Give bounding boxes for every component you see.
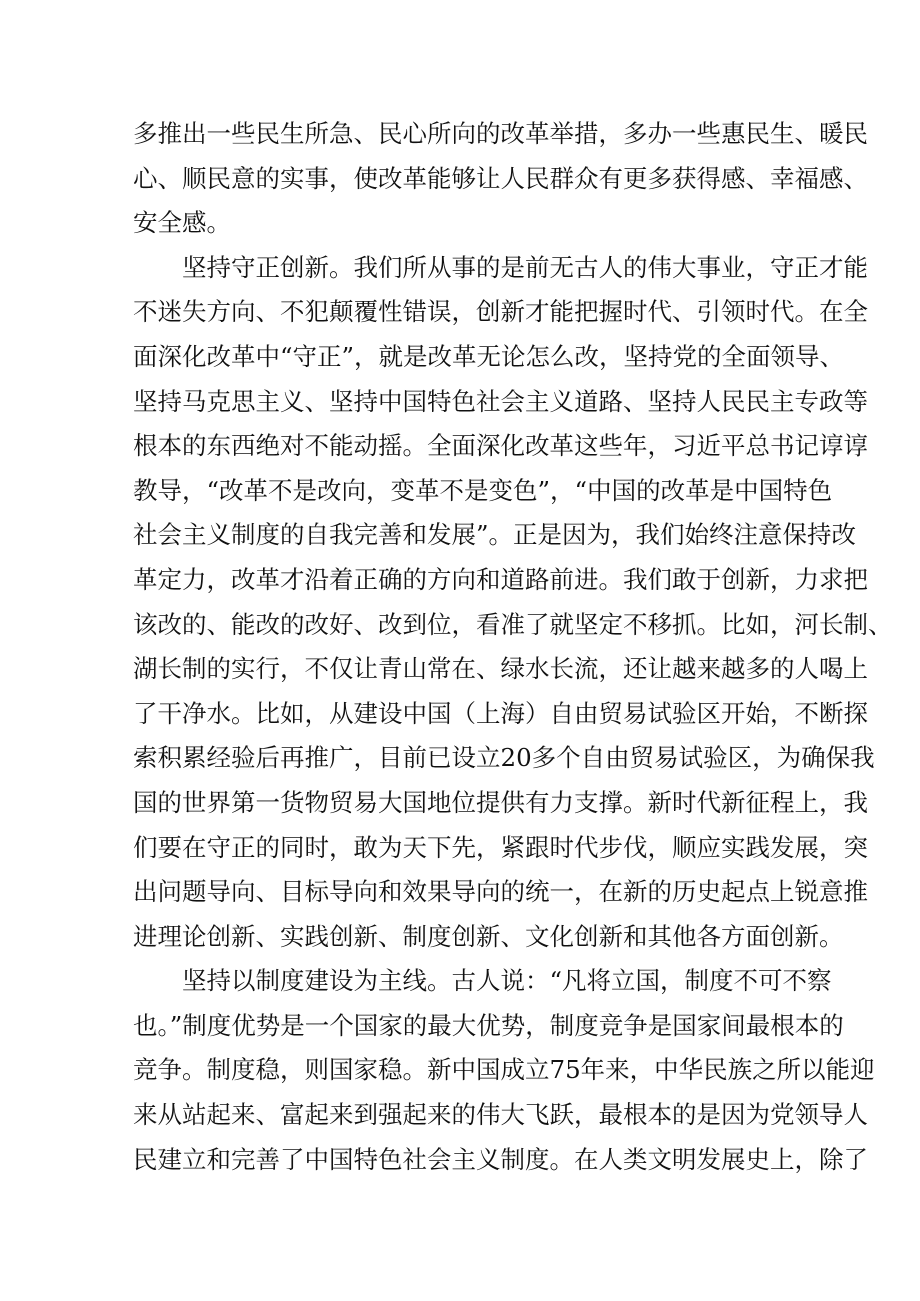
paragraph-3 <box>133 959 875 1182</box>
text-line: 们要在守正的同时，敢为天下先，紧跟时代步伐，顺应实践发展，突 <box>133 832 868 862</box>
text-line: 坚持马克思主义、坚持中国特色社会主义道路、坚持人民民主专政等 <box>133 386 868 416</box>
text-line: 湖长制的实行，不仅让青山常在、绿水长流，还让越来越多的人喝上 <box>133 654 868 684</box>
text-line: 进理论创新、实践创新、制度创新、文化创新和其他各方面创新。 <box>133 921 844 951</box>
document-body <box>133 112 893 1182</box>
text-line: 社会主义制度的自我完善和发展”。正是因为，我们始终注意保持改 <box>133 520 857 550</box>
paragraph-2 <box>133 246 893 960</box>
text-line: 安全感。 <box>133 208 231 238</box>
text-line: 来从站起来、富起来到强起来的伟大飞跃，最根本的是因为党领导人 <box>133 1100 868 1130</box>
text-line: 心、顺民意的实事，使改革能够让人民群众有更多获得感、幸福感、 <box>133 163 868 193</box>
text-line: 该改的、能改的改好、改到位，看准了就坚定不移抓。比如，河长制、 <box>133 609 893 639</box>
text-line: 了干净水。比如，从建设中国（上海）自由贸易试验区开始，不断探 <box>133 698 868 728</box>
text-line: 多推出一些民生所急、民心所向的改革举措，多办一些惠民生、暖民 <box>133 119 868 148</box>
text-line: 也。”制度优势是一个国家的最大优势，制度竞争是国家间最根本的 <box>133 1010 844 1040</box>
text-line: 索积累经验后再推广，目前已设立20多个自由贸易试验区，为确保我 <box>133 743 875 773</box>
text-line: 革定力，改革才沿着正确的方向和道路前进。我们敢于创新，力求把 <box>133 564 868 594</box>
text-line: 不迷失方向、不犯颠覆性错误，创新才能把握时代、引领时代。在全 <box>133 297 868 327</box>
text-line: 面深化改革中“守正”，就是改革无论怎么改，坚持党的全面领导、 <box>133 341 845 371</box>
text-line: 根本的东西绝对不能动摇。全面深化改革这些年，习近平总书记谆谆 <box>133 431 868 461</box>
text-line: 国的世界第一货物贸易大国地位提供有力支撑。新时代新征程上，我 <box>133 787 868 817</box>
text-line: 坚持以制度建设为主线。古人说：“凡将立国，制度不可不察 <box>182 966 832 996</box>
text-line: 出问题导向、目标导向和效果导向的统一，在新的历史起点上锐意推 <box>133 877 868 907</box>
text-line: 竞争。制度稳，则国家稳。新中国成立75年来，中华民族之所以能迎 <box>133 1055 875 1085</box>
text-line: 民建立和完善了中国特色社会主义制度。在人类文明发展史上，除了 <box>133 1144 868 1174</box>
text-line: 坚持守正创新。我们所从事的是前无古人的伟大事业，守正才能 <box>182 252 868 282</box>
paragraph-1 <box>133 112 868 246</box>
text-line: 教导，“改革不是改向，变革不是变色”，“中国的改革是中国特色 <box>133 475 833 505</box>
